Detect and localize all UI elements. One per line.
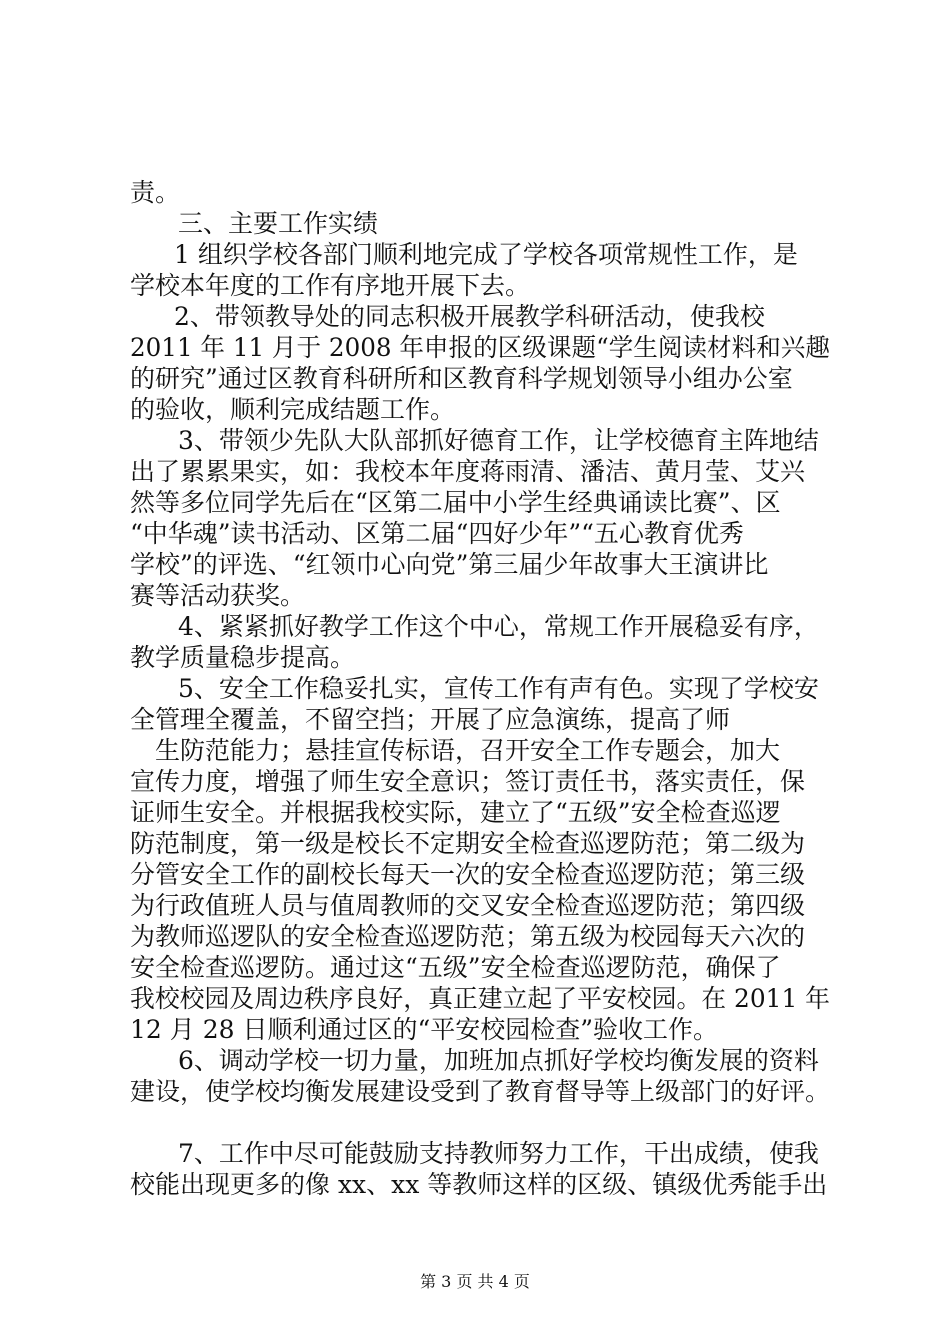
text-line: 安全检查巡逻防。通过这“五级”安全检查巡逻防范，确保了 xyxy=(130,953,781,982)
text-line: 我校校园及周边秩序良好，真正建立起了平安校园。在 2011 年 xyxy=(130,984,830,1013)
text-line: 校能出现更多的像 xx、xx 等教师这样的区级、镇级优秀能手出 xyxy=(130,1170,828,1199)
text-line: 2011 年 11 月于 2008 年申报的区级课题“学生阅读材料和兴趣 xyxy=(130,333,830,362)
text-line: 出了累累果实，如：我校本年度蒋雨清、潘洁、黄月莹、艾兴 xyxy=(130,457,806,486)
text-line: 4、紧紧抓好教学工作这个中心，常规工作开展稳妥有序， xyxy=(178,612,819,641)
text-line: 教学质量稳步提高。 xyxy=(130,643,356,672)
text-line: 1 组织学校各部门顺利地完成了学校各项常规性工作，是 xyxy=(174,240,798,269)
text-line: 学校本年度的工作有序地开展下去。 xyxy=(130,271,531,300)
text-line: 生防范能力；悬挂宣传标语，召开安全工作专题会，加大 xyxy=(155,736,781,765)
text-line: 的研究”通过区教育科研所和区教育科学规划领导小组办公室 xyxy=(130,364,793,393)
text-line: 为行政值班人员与值周教师的交叉安全检查巡逻防范；第四级 xyxy=(130,891,806,920)
text-line: 然等多位同学先后在“区第二届中小学生经典诵读比赛”、区 xyxy=(130,488,781,517)
text-line: 12 月 28 日顺利通过区的“平安校园检查”验收工作。 xyxy=(130,1015,719,1044)
text-line: 责。 xyxy=(130,178,181,207)
text-line: 3、带领少先队大队部抓好德育工作，让学校德育主阵地结 xyxy=(178,426,819,455)
text-line: 宣传力度，增强了师生安全意识；签订责任书，落实责任，保 xyxy=(130,767,806,796)
text-line: 2、带领教导处的同志积极开展教学科研活动，使我校 xyxy=(174,302,765,331)
text-line: 为教师巡逻队的安全检查巡逻防范；第五级为校园每天六次的 xyxy=(130,922,806,951)
text-line: 学校”的评选、“红领巾心向党”第三届少年故事大王演讲比 xyxy=(130,550,769,579)
text-line: 的验收，顺利完成结题工作。 xyxy=(130,395,456,424)
text-line: 分管安全工作的副校长每天一次的安全检查巡逻防范；第三级 xyxy=(130,860,806,889)
text-line: 防范制度，第一级是校长不定期安全检查巡逻防范；第二级为 xyxy=(130,829,806,858)
text-line: “中华魂”读书活动、区第二届“四好少年”“五心教育优秀 xyxy=(130,519,744,548)
text-line: 6、调动学校一切力量，加班加点抓好学校均衡发展的资料 xyxy=(178,1046,819,1075)
text-line: 全管理全覆盖，不留空挡；开展了应急演练，提高了师 xyxy=(130,705,731,734)
page-footer: 第 3 页 共 4 页 xyxy=(420,1272,530,1291)
text-line: 赛等活动获奖。 xyxy=(130,581,306,610)
text-line: 证师生安全。并根据我校实际，建立了“五级”安全检查巡逻 xyxy=(130,798,781,827)
text-line: 建设，使学校均衡发展建设受到了教育督导等上级部门的好评。 xyxy=(130,1077,831,1106)
text-line: 5、安全工作稳妥扎实，宣传工作有声有色。实现了学校安 xyxy=(178,674,819,703)
text-line: 7、工作中尽可能鼓励支持教师努力工作，干出成绩，使我 xyxy=(178,1139,819,1168)
section-heading: 三、主要工作实绩 xyxy=(178,209,379,238)
